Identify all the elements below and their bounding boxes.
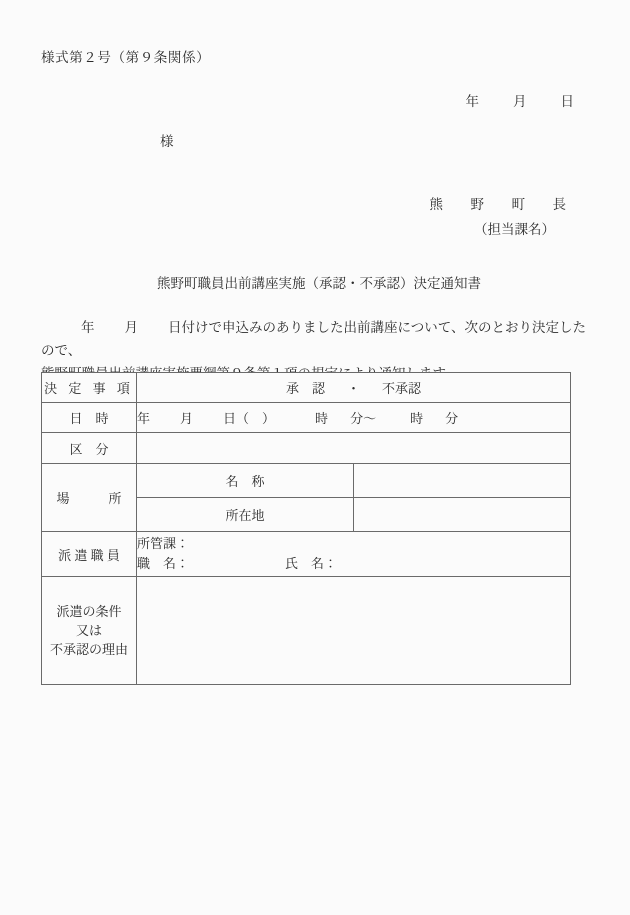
decision-table [41,372,571,685]
row-value-place-address[interactable] [354,498,571,532]
row-value-reason[interactable] [137,577,571,685]
row-label-reason-line2: 又は [75,623,102,638]
issuer-block [0,192,580,242]
row-label-reason-line1: 派遣の条件 [56,604,122,619]
datetime-minute-end: 分 [445,411,459,426]
table-row-reason [42,577,571,685]
table-row-datetime [42,403,571,433]
staff-name-label: 氏 名： [285,556,338,571]
row-value-staff[interactable] [137,532,571,577]
staff-department-line [137,534,570,554]
row-label-place: 場 所 [42,464,137,532]
row-label-decision: 決 定 事 項 [42,373,137,403]
staff-department-label: 所管課： [137,536,190,551]
staff-title-label: 職 名： [137,556,190,571]
table-row-category [42,433,571,464]
row-label-reason [42,577,137,685]
issue-date-day: 日 [560,94,574,109]
issuer-name: 熊 野 町 長 [429,197,573,212]
datetime-hour-start: 時 [315,411,329,426]
datetime-hour-end: 時 [410,411,424,426]
row-value-place-name[interactable] [354,464,571,498]
body-year: 年 [81,320,95,335]
table-row-staff [42,532,571,577]
issue-date-line [0,90,574,110]
row-sublabel-place-address: 所在地 [137,498,354,532]
row-value-category[interactable] [137,433,571,464]
datetime-minute-start: 分～ [350,411,377,426]
addressee-honorific: 様 [160,134,174,149]
datetime-month: 月 [180,411,194,426]
issue-date-month: 月 [513,94,527,109]
row-label-reason-line3: 不承認の理由 [49,642,128,657]
row-label-staff: 派 遣 職 員 [42,532,137,577]
table-row-place-name [42,464,571,498]
datetime-day: 日（ ） [223,411,276,426]
row-sublabel-place-name: 名 称 [137,464,354,498]
row-label-datetime: 日 時 [42,403,137,433]
decision-separator: ・ [346,381,360,396]
page-title: 熊野町職員出前講座実施（承認・不承認）決定通知書 [157,276,481,291]
form-code: 様式第２号（第９条関係） [41,50,211,65]
body-month: 月 [124,320,138,335]
issue-date-year: 年 [465,94,479,109]
table-row-decision [42,373,571,403]
datetime-year: 年 [137,411,151,426]
body-line1-rest: 日付けで申込みのありました出前講座について、次のとおり決定したので、 [41,320,586,358]
row-label-category: 区 分 [42,433,137,464]
issuer-department: （担当課名） [474,222,555,237]
decision-approve-option[interactable]: 承 認 [285,381,325,396]
row-value-datetime[interactable] [137,403,571,433]
row-value-decision [137,373,571,403]
decision-reject-option[interactable]: 不承認 [382,381,422,396]
staff-title-name-line [137,554,570,574]
